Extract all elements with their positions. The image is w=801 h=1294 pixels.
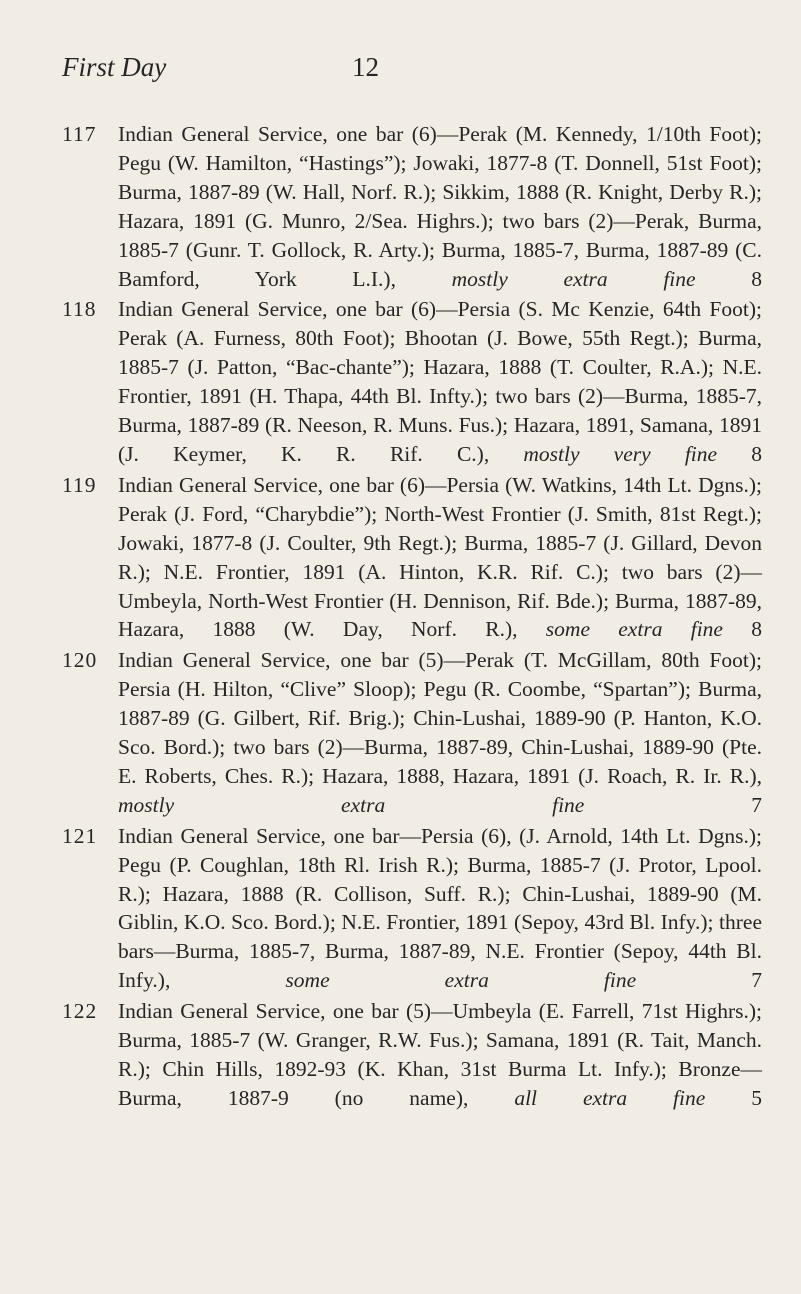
lot-entry [62, 646, 762, 819]
lot-description [118, 295, 762, 468]
lot-condition: some extra fine [285, 968, 637, 993]
lot-text: Indian General Service, one bar (6)—Perak (M. Kennedy, 1/10th Foot); Pegu (W. Hamilton, “Hastings”); Jowaki, 1877-8 (T. Donnell, 51st Foot); Burma, 1887-89 (W. Hall, Norf. R.); Sikkim, 1888 (R. Knight, Derby R.); Hazara, 1891 (G. Munro, 2/Sea. Highrs.); two bars (2)—Perak, Burma, 1885-7 (Gunr. T. Gollock, R. Arty.); Burma, 1885-7, Burma, 1887-89 (C. Bamford, York L.I.), [118, 122, 762, 291]
lot-condition: mostly extra fine [118, 792, 585, 817]
lot-condition: mostly very fine [523, 441, 718, 466]
lot-description [118, 997, 762, 1113]
lot-number: 121 [62, 823, 98, 848]
lot-text: Indian General Service, one bar (5)—Perak (T. McGillam, 80th Foot); Persia (H. Hilton, “Clive” Sloop); Pegu (R. Coombe, “Spartan”); Burma, 1887-89 (G. Gilbert, Rif. Brig.); Chin-Lushai, 1889-90 (P. Hanton, K.O. Sco. Bord.); two bars (2)—Burma, 1887-89, Chin-Lushai, 1889-90 (Pte. E. Roberts, Ches. R.); Hazara, 1888, Hazara, 1891 (J. Roach, R. Ir. R.), [118, 648, 762, 788]
lot-number: 117 [62, 122, 97, 146]
lot-entry [62, 822, 762, 995]
lot-text: Indian General Service, one bar (6)—Persia (W. Watkins, 14th Lt. Dgns.); Perak (J. Ford, “Charybdie”); North-West Frontier (J. Smith, 81st Regt.); Jowaki, 1877-8 (J. Coulter, 9th Regt.); Burma, 1885-7 (J. Gillard, Devon R.); N.E. Frontier, 1891 (A. Hinton, K.R. Rif. C.); two bars (2)—Umbeyla, North-West Frontier (H. Dennison, Rif. Bde.); Burma, 1887-89, Hazara, 1888 (W. Day, Norf. R.), [118, 472, 762, 642]
lot-condition: mostly extra fine [451, 266, 696, 291]
lot-description [118, 822, 762, 995]
lot-description [118, 471, 762, 644]
page-number: 12 [352, 52, 379, 82]
lot-text: Indian General Service, one bar (6)—Persia (S. Mc Kenzie, 64th Foot); Perak (A. Furness, 80th Foot); Bhootan (J. Bowe, 55th Regt.); Burma, 1885-7 (J. Patton, “Bac-chante”); Hazara, 1888 (T. Coulter, R.A.); N.E. Frontier, 1891 (H. Thapa, 44th Bl. Infty.); two bars (2)—Burma, 1885-7, Burma, 1887-89 (R. Neeson, R. Muns. Fus.); Hazara, 1891, Samana, 1891 (J. Keymer, K. R. Rif. C.), [118, 297, 762, 466]
lot-estimate: 8 [751, 617, 762, 642]
running-title: First Day [62, 52, 167, 82]
lot-estimate: 5 [751, 1085, 762, 1110]
lot-entry [62, 295, 762, 468]
lot-condition: all extra fine [514, 1085, 706, 1110]
lot-entry [62, 120, 762, 293]
lot-estimate: 7 [751, 792, 762, 817]
lot-number: 118 [62, 297, 97, 322]
lot-estimate: 8 [751, 266, 762, 291]
lot-entry [62, 471, 762, 644]
lot-list [62, 120, 762, 1115]
lot-entry [62, 997, 762, 1113]
lot-condition: some extra fine [545, 617, 723, 642]
lot-text: Indian General Service, one bar (5)—Umbeyla (E. Farrell, 71st Highrs.); Burma, 1885-7 (W. Granger, R.W. Fus.); Samana, 1891 (R. Tait, Manch. R.); Chin Hills, 1892-93 (K. Khan, 31st Burma Lt. Infy.); Bronze—Burma, 1887-9 (no name), [118, 999, 762, 1110]
lot-description [118, 120, 762, 293]
lot-estimate: 7 [751, 968, 762, 993]
lot-description [118, 646, 762, 819]
lot-estimate: 8 [751, 441, 762, 466]
lot-number: 119 [62, 472, 97, 497]
lot-number: 120 [62, 648, 98, 673]
lot-text: Indian General Service, one bar—Persia (6), (J. Arnold, 14th Lt. Dgns.); Pegu (P. Coughlan, 18th Rl. Irish R.); Burma, 1885-7 (J. Protor, Lpool. R.); Hazara, 1888 (R. Collison, Suff. R.); Chin-Lushai, 1889-90 (M. Giblin, K.O. Sco. Bord.); N.E. Frontier, 1891 (Sepoy, 43rd Bl. Infy.); three bars—Burma, 1885-7, Burma, 1887-89, N.E. Frontier (Sepoy, 44th Bl. Infy.), [118, 823, 762, 993]
running-head [62, 52, 742, 86]
lot-number: 122 [62, 999, 98, 1024]
